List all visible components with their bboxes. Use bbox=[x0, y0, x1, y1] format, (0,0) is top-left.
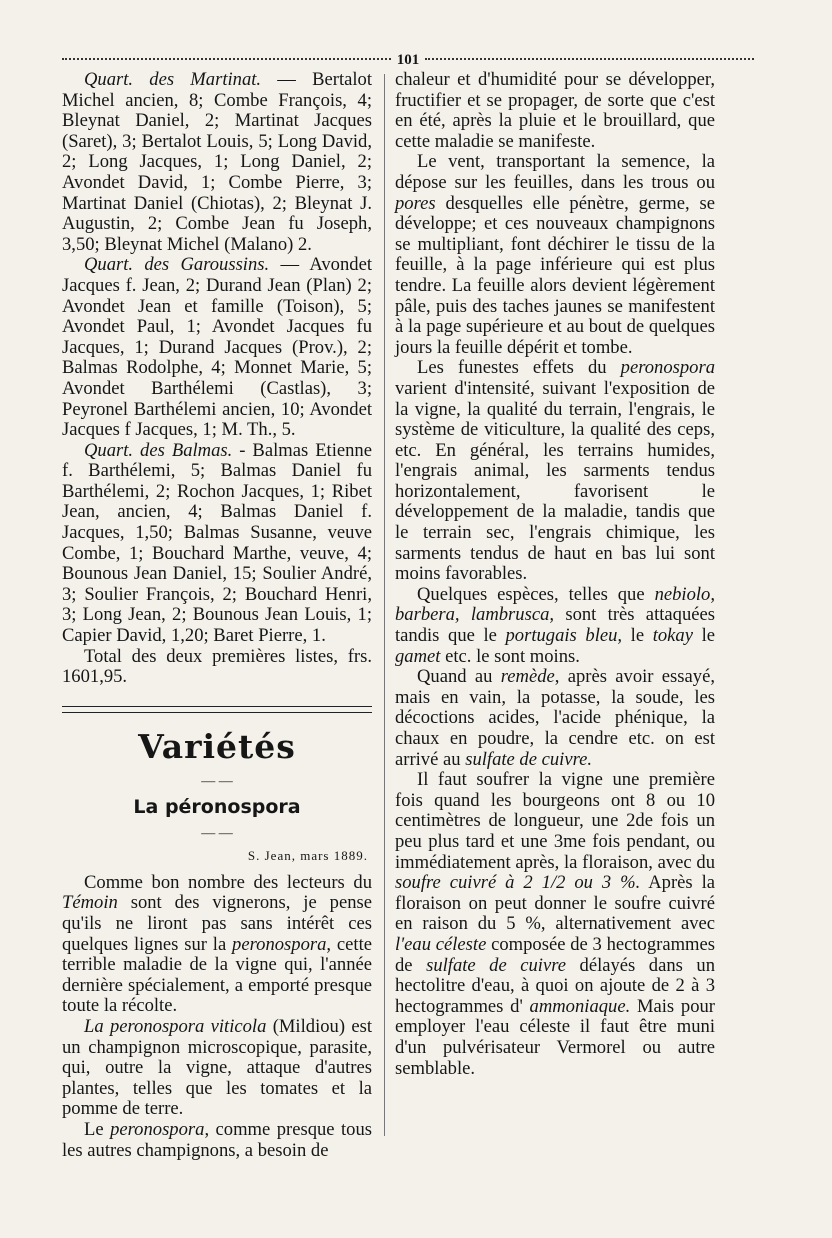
right-column bbox=[395, 70, 715, 1079]
header-rule-right bbox=[425, 58, 754, 62]
article-paragraph-3: Le peronospora, comme presque tous les autres champignons, a besoin de bbox=[62, 1118, 372, 1161]
header-rule-left bbox=[62, 58, 391, 62]
subscription-total: Total des deux premières listes, frs. 1601,95. bbox=[62, 645, 372, 688]
article-paragraph-1: Comme bon nombre des lecteurs du Témoin sont des vignerons, je pense qu'ils ne liront pas sans intérêt ces quelques lignes sur la peronospora, cette terrible maladie de la vigne qui, l'année dernière spécialement, a emporté presque toute la récolte. bbox=[62, 871, 372, 1017]
left-column bbox=[62, 70, 372, 1161]
title-dash: — — bbox=[201, 825, 233, 841]
section-separator bbox=[62, 706, 372, 713]
article-title: La péronospora bbox=[133, 795, 301, 818]
article-paragraph-3-cont: chaleur et d'humidité pour se développer, fructifier et se propager, de sorte que c'est en été, après la pluie et le brouillard, que cette maladie se manifeste. bbox=[395, 69, 715, 152]
page-number: 101 bbox=[396, 51, 420, 68]
article-paragraph-5: Les funestes effets du peronospora varient d'intensité, suivant l'exposition de la vigne, la qualité du terrain, l'engrais, le système de viticulture, la qualité des ceps, etc. En général, les terrains humides, l'engrais animal, les sarments tendus horizontalement, favorisent le développement de la maladie, tandis que le terrain sec, l'engrais chimique, les sarments tendus de haut en bas lui sont moins favorables. bbox=[395, 357, 715, 585]
article-paragraph-4: Le vent, transportant la semence, la dépose sur les feuilles, dans les trous ou pores desquelles elle pénètre, germe, se développe; et ces nouveaux champignons se multipliant, font déchirer le tissu de la feuille, à la page inférieure qui est plus tendre. La feuille alors devient légèrement pâle, puis des taches jaunes se manifestent à la page supérieure et au bout de quelques jours la feuille dépérit et tombe. bbox=[395, 151, 715, 358]
article-paragraph-6: Quelques espèces, telles que nebiolo, barbera, lambrusca, sont très attaquées tandis que le portugais bleu, le tokay le gamet etc. le sont moins. bbox=[395, 583, 715, 667]
column-divider bbox=[384, 74, 385, 1136]
article-paragraph-8: Il faut soufrer la vigne une première fois quand les bourgeons ont 8 ou 10 centimètres de longueur, une 2de fois un peu plus tard et une 3me fois pendant, ou immédiatement après, la floraison, avec du soufre cuivré à 2 1/2 ou 3 %. Après la floraison on peut donner le soufre cuivré en raison du 5 %, alternativement avec l'eau céleste composée de 3 hectogrammes de sulfate de cuivre délayés dans un hectolitre d'eau, à quoi on ajoute de 2 à 3 hectogrammes d' ammoniaque. Mais pour employer l'eau céleste il faut être muni d'un pulvérisateur Vermorel ou autre semblable. bbox=[395, 769, 716, 1079]
heading-dash: — — bbox=[201, 773, 233, 789]
article-dateline: S. Jean, mars 1889. bbox=[247, 847, 368, 863]
article-paragraph-7: Quand au remède, après avoir essayé, mais en vain, la potasse, la soude, les décoctions acides, l'acide phénique, la chaux en poudre, la cendre etc. on est arrivé au sulfate de cuivre. bbox=[395, 666, 715, 770]
subscription-list-garoussins: Quart. des Garoussins. — Avondet Jacques f. Jean, 2; Durand Jean (Plan) 2; Avondet Jean et famille (Toison), 5; Avondet Paul, 1; Avondet Jacques fu Jacques, 1; Durand Jacques (Prov.), 2; Balmas Rodolphe, 4; Monnet Marie, 5; Avondet Barthélemi (Castlas), 3; Peyronel Barthélemi ancien, 10; Avondet Jacques f Jacques, 1; M. Th., 5. bbox=[62, 254, 372, 441]
subscription-list-martinat: Quart. des Martinat. — Bertalot Michel ancien, 8; Combe François, 4; Bleynat Daniel, 2; Martinat Jacques (Saret), 3; Bertalot Louis, 5; Long David, 2; Long Jacques, 1; Long Daniel, 2; Avondet David, 1; Combe Pierre, 3; Martinat Daniel (Chiotas), 2; Bleynat J. Augustin, 2; Combe Jean fu Joseph, 3,50; Bleynat Michel (Malano) 2. bbox=[62, 69, 372, 255]
page-header bbox=[62, 50, 754, 70]
subscription-list-balmas: Quart. des Balmas. - Balmas Etienne f. Barthélemi, 5; Balmas Daniel fu Barthélemi, 2; Rochon Jacques, 1; Ribet Jean, ancien, 4; Balmas Daniel f. Jacques, 1,50; Balmas Susanne, veuve Combe, 1; Bouchard Marthe, veuve, 4; Bounous Jean Daniel, 15; Soulier André, 3; Soulier François, 2; Bouchard Henri, 3; Long Jean, 2; Bounous Jean Louis, 1; Capier David, 1,20; Baret Pierre, 1. bbox=[62, 439, 372, 647]
section-heading: Variétés bbox=[138, 726, 296, 766]
article-paragraph-2: La peronospora viticola (Mildiou) est un champignon microscopique, parasite, qui, outre la vigne, attaque d'autres plantes, telles que les tomates et la pomme de terre. bbox=[62, 1015, 372, 1120]
